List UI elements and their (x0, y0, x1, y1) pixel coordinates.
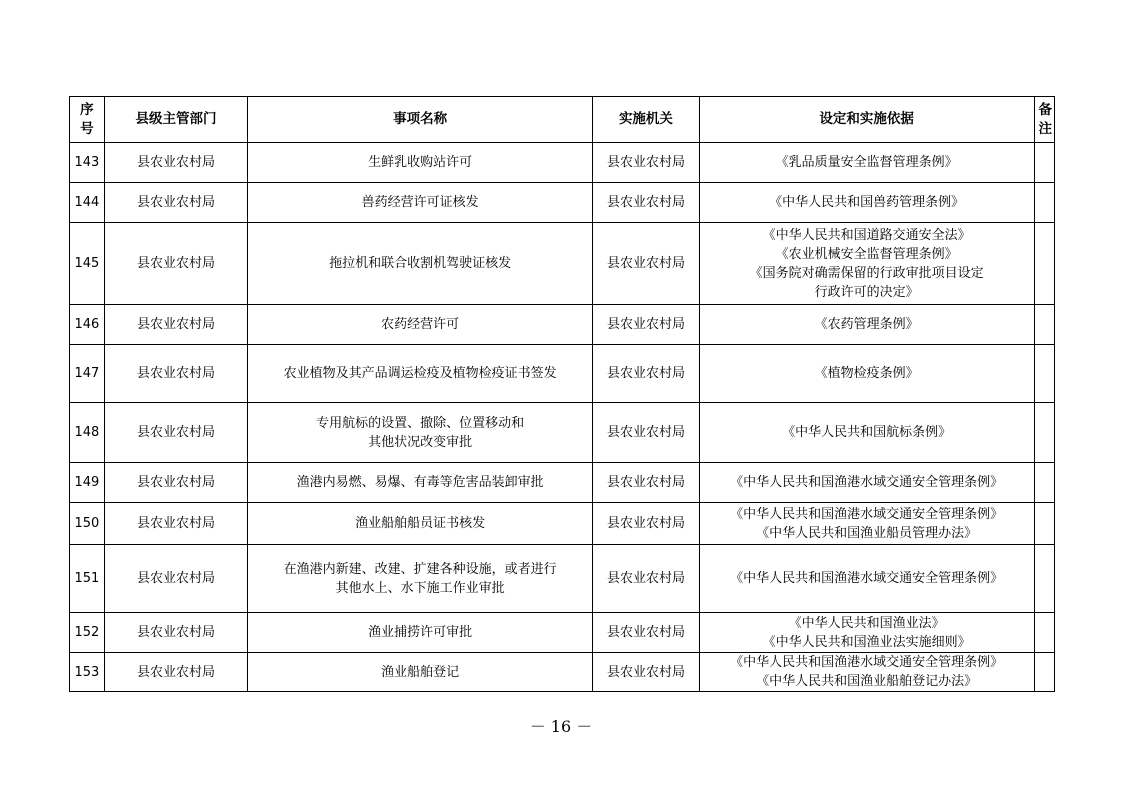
dept-cell: 县农业农村局 (104, 345, 247, 403)
row-number-cell: 145 (70, 223, 105, 305)
row-number-cell: 149 (70, 463, 105, 503)
basis-line: 《农业机械安全监督管理条例》 (775, 246, 958, 262)
item-name-cell (248, 305, 593, 345)
basis-line: 《中华人民共和国渔港水域交通安全管理条例》 (730, 506, 1004, 522)
table-row (70, 183, 1055, 223)
agency-cell: 县农业农村局 (593, 223, 699, 305)
basis-cell (699, 345, 1034, 403)
dept-cell: 县农业农村局 (104, 403, 247, 463)
table-row (70, 653, 1055, 692)
item-line: 渔业捕捞许可审批 (368, 625, 473, 640)
note-cell (1034, 463, 1055, 503)
note-cell (1034, 403, 1055, 463)
header-note: 备 注 (1034, 97, 1055, 143)
table-row (70, 403, 1055, 463)
basis-line: 《中华人民共和国渔业法实施细则》 (762, 634, 971, 650)
item-line: 在渔港内新建、改建、扩建各种设施，或者进行 (283, 561, 557, 577)
item-line: 渔港内易燃、易爆、有毒等危害品装卸审批 (296, 475, 544, 490)
dept-cell: 县农业农村局 (104, 613, 247, 653)
item-line: 其他水上、水下施工作业审批 (335, 580, 505, 596)
item-name-cell (248, 545, 593, 613)
note-cell (1034, 345, 1055, 403)
basis-line: 《中华人民共和国渔港水域交通安全管理条例》 (730, 571, 1004, 586)
basis-line: 《国务院对确需保留的行政审批项目设定 (749, 265, 984, 281)
row-number-cell: 148 (70, 403, 105, 463)
table-row (70, 143, 1055, 183)
dept-cell: 县农业农村局 (104, 143, 247, 183)
header-item: 事项名称 (248, 97, 593, 143)
dept-cell: 县农业农村局 (104, 305, 247, 345)
table-row (70, 613, 1055, 653)
item-name-cell (248, 613, 593, 653)
basis-cell (699, 503, 1034, 545)
agency-cell: 县农业农村局 (593, 463, 699, 503)
basis-line: 《植物检疫条例》 (814, 366, 919, 381)
item-line: 兽药经营许可证核发 (361, 195, 479, 210)
table-row (70, 503, 1055, 545)
dept-cell: 县农业农村局 (104, 545, 247, 613)
basis-cell (699, 183, 1034, 223)
row-number-cell: 147 (70, 345, 105, 403)
item-line: 农业植物及其产品调运检疫及植物检疫证书签发 (283, 366, 557, 381)
table-row (70, 463, 1055, 503)
agency-cell: 县农业农村局 (593, 345, 699, 403)
basis-line: 《中华人民共和国渔业船员管理办法》 (756, 525, 978, 541)
basis-cell (699, 545, 1034, 613)
basis-line: 《中华人民共和国兽药管理条例》 (769, 195, 965, 210)
item-name-cell (248, 403, 593, 463)
basis-cell (699, 613, 1034, 653)
agency-cell: 县农业农村局 (593, 613, 699, 653)
table-row (70, 545, 1055, 613)
item-line: 渔业船舶登记 (381, 664, 460, 680)
row-number-cell: 146 (70, 305, 105, 345)
item-line: 生鲜乳收购站许可 (368, 155, 473, 170)
item-name-cell (248, 143, 593, 183)
basis-line: 《中华人民共和国航标条例》 (782, 425, 952, 440)
row-number-cell: 150 (70, 503, 105, 545)
item-line: 拖拉机和联合收割机驾驶证核发 (329, 256, 512, 271)
dept-cell: 县农业农村局 (104, 183, 247, 223)
item-name-cell (248, 463, 593, 503)
item-name-cell (248, 503, 593, 545)
dept-cell: 县农业农村局 (104, 653, 247, 692)
basis-line: 《中华人民共和国渔港水域交通安全管理条例》 (730, 475, 1004, 490)
table-row (70, 223, 1055, 305)
header-seq: 序 号 (70, 97, 105, 143)
note-cell (1034, 613, 1055, 653)
basis-line: 《中华人民共和国渔业法》 (788, 615, 945, 631)
item-name-cell (248, 653, 593, 692)
basis-line: 《中华人民共和国道路交通安全法》 (762, 227, 971, 243)
basis-cell (699, 463, 1034, 503)
dept-cell: 县农业农村局 (104, 503, 247, 545)
note-cell (1034, 183, 1055, 223)
agency-cell: 县农业农村局 (593, 545, 699, 613)
basis-cell (699, 305, 1034, 345)
basis-cell (699, 653, 1034, 692)
agency-cell: 县农业农村局 (593, 305, 699, 345)
header-dept: 县级主管部门 (104, 97, 247, 143)
table-header-row (70, 97, 1055, 143)
item-name-cell (248, 223, 593, 305)
basis-line: 《农药管理条例》 (814, 317, 919, 332)
note-cell (1034, 223, 1055, 305)
row-number-cell: 151 (70, 545, 105, 613)
note-cell (1034, 545, 1055, 613)
row-number-cell: 144 (70, 183, 105, 223)
note-cell (1034, 305, 1055, 345)
table-body (70, 143, 1055, 692)
agency-cell: 县农业农村局 (593, 403, 699, 463)
header-agency: 实施机关 (593, 97, 699, 143)
basis-line: 《乳品质量安全监督管理条例》 (775, 155, 958, 170)
row-number-cell: 143 (70, 143, 105, 183)
agency-cell: 县农业农村局 (593, 143, 699, 183)
basis-cell (699, 403, 1034, 463)
item-line: 农药经营许可 (381, 317, 460, 332)
row-number-cell: 152 (70, 613, 105, 653)
agency-cell: 县农业农村局 (593, 653, 699, 692)
header-basis: 设定和实施依据 (699, 97, 1034, 143)
item-name-cell (248, 183, 593, 223)
item-name-cell (248, 345, 593, 403)
table-row (70, 345, 1055, 403)
agency-cell: 县农业农村局 (593, 183, 699, 223)
basis-line: 《中华人民共和国渔业船舶登记办法》 (756, 674, 978, 689)
table-row (70, 305, 1055, 345)
row-number-cell: 153 (70, 653, 105, 692)
dept-cell: 县农业农村局 (104, 223, 247, 305)
basis-line: 《中华人民共和国渔港水域交通安全管理条例》 (730, 655, 1004, 670)
basis-cell (699, 223, 1034, 305)
dept-cell: 县农业农村局 (104, 463, 247, 503)
agency-cell: 县农业农村局 (593, 503, 699, 545)
note-cell (1034, 143, 1055, 183)
item-line: 渔业船舶船员证书核发 (355, 516, 486, 531)
approval-items-table (69, 96, 1055, 692)
item-line: 专用航标的设置、撤除、位置移动和 (316, 415, 525, 431)
basis-line: 行政许可的决定》 (814, 284, 919, 300)
basis-cell (699, 143, 1034, 183)
note-cell (1034, 653, 1055, 692)
page-number: － 16 － (529, 717, 593, 736)
note-cell (1034, 503, 1055, 545)
item-line: 其他状况改变审批 (368, 434, 473, 450)
